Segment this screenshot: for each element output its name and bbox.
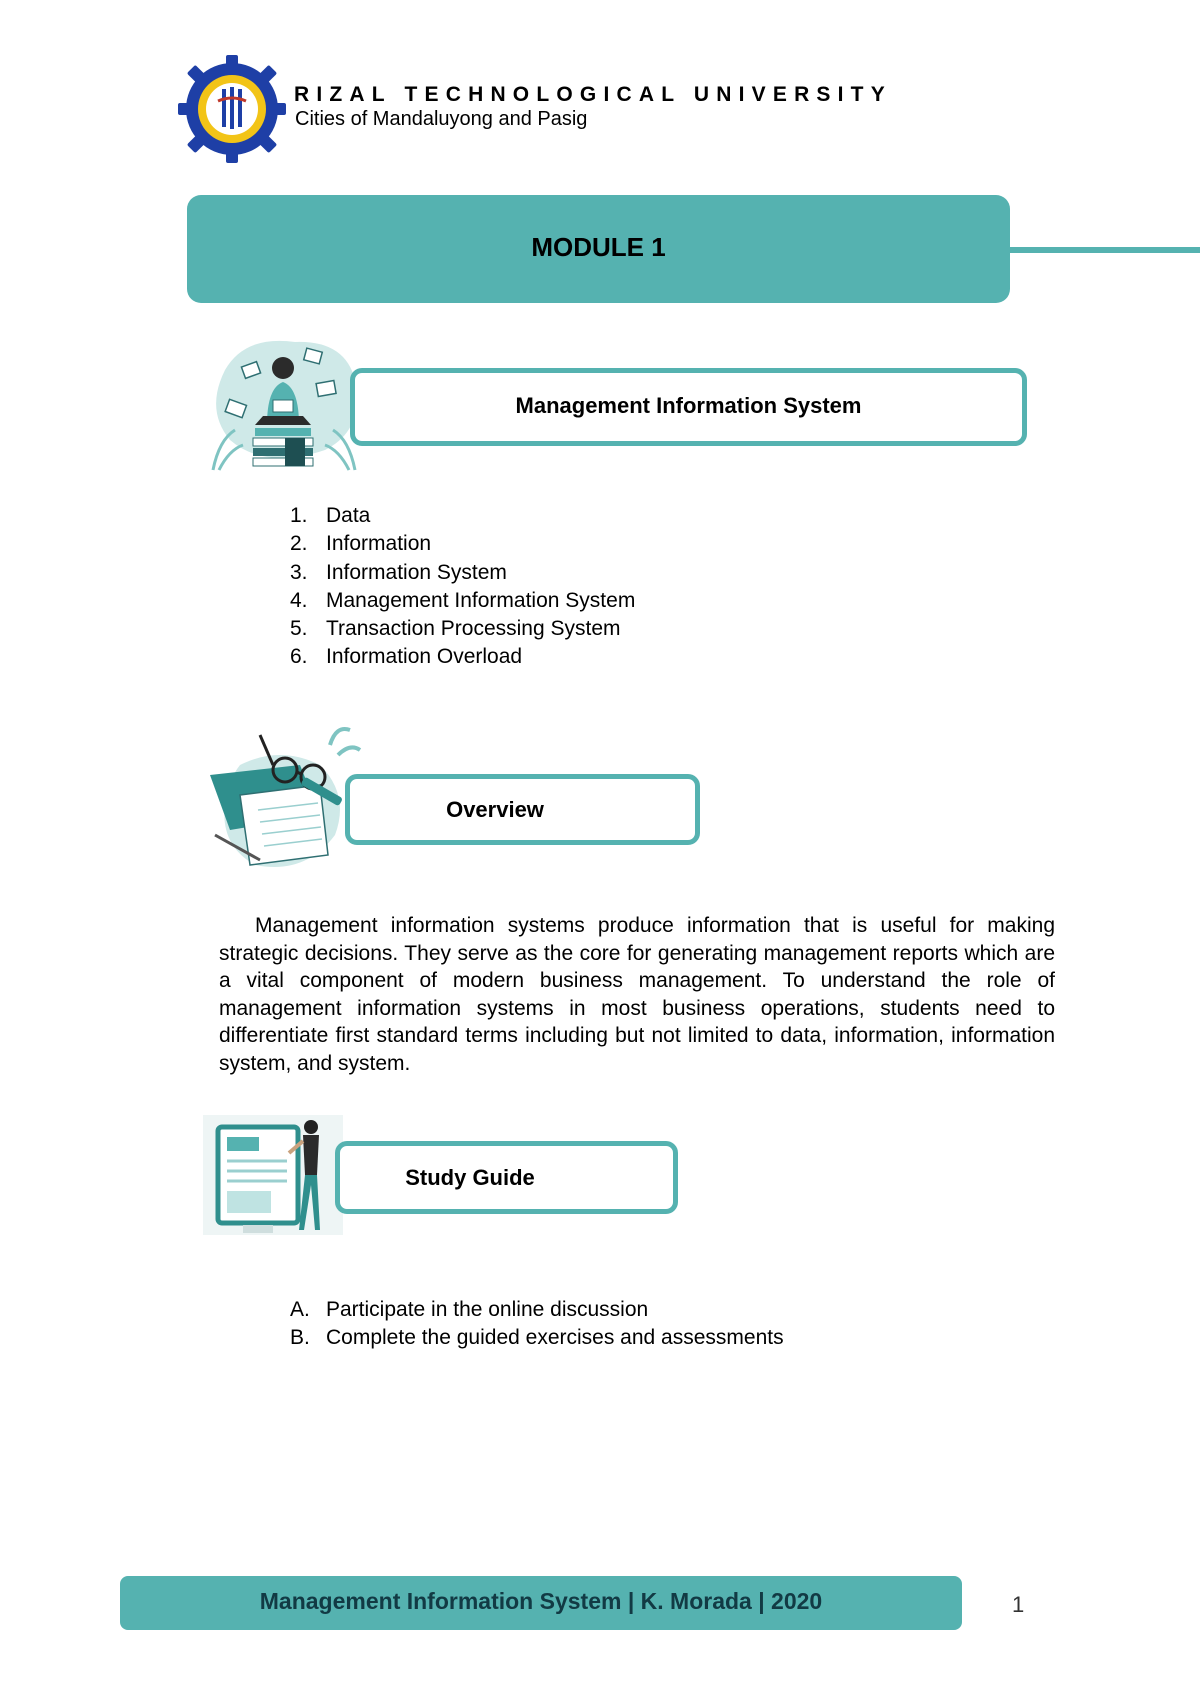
- presentation-screen-illustration: [203, 1105, 353, 1245]
- list-item-number: 4.: [290, 588, 308, 612]
- list-item: [290, 559, 635, 587]
- topics-list: [290, 502, 635, 672]
- page-number: 1: [1012, 1592, 1025, 1617]
- list-item-text: Information: [326, 532, 432, 556]
- university-location: Cities of Mandaluyong and Pasig: [295, 108, 588, 130]
- list-item-text: Transaction Processing System: [326, 617, 621, 641]
- list-item-number: 5.: [290, 617, 308, 641]
- list-item-text: Participate in the online discussion: [326, 1298, 649, 1321]
- list-item: [290, 643, 635, 671]
- list-item-number: 3.: [290, 560, 308, 584]
- list-item: [290, 530, 635, 558]
- list-item-text: Information Overload: [326, 645, 523, 669]
- module-title: MODULE 1: [531, 232, 666, 262]
- list-item-text: Information System: [326, 560, 507, 584]
- overview-section-title: Overview: [446, 797, 544, 822]
- list-item: [290, 615, 635, 643]
- reading-student-illustration: [205, 330, 365, 475]
- list-item-letter: A.: [290, 1298, 310, 1321]
- footer-text: Management Information System | K. Morada | 2020: [259, 1588, 823, 1614]
- banner-divider-line: [1005, 247, 1200, 253]
- list-item-text: Complete the guided exercises and assessments: [326, 1326, 784, 1350]
- list-item: [290, 1324, 784, 1352]
- list-item-text: Data: [326, 504, 371, 527]
- university-name: RIZAL TECHNOLOGICAL UNIVERSITY: [294, 83, 892, 106]
- university-seal-icon: [178, 55, 286, 163]
- list-item: [290, 587, 635, 615]
- list-item-text: Management Information System: [326, 588, 636, 612]
- list-item-number: 6.: [290, 645, 308, 669]
- list-item-number: 2.: [290, 532, 308, 556]
- study-guide-list: [290, 1296, 784, 1353]
- list-item: [290, 502, 635, 530]
- list-item-number: 1.: [290, 504, 308, 527]
- overview-paragraph: Management information systems produce information that is useful for making strategic decisions. They serve as the core for generating management reports which are a vital component of modern business management. To understand the role of management information systems in most business operations, students need to differentiate first standard terms including but not limited to data, information, information system, and system.: [219, 914, 1055, 1075]
- study-guide-section-title: Study Guide: [405, 1165, 535, 1190]
- list-item-letter: B.: [290, 1326, 310, 1350]
- list-item: [290, 1296, 784, 1324]
- topic-section-title: Management Information System: [515, 393, 862, 418]
- notebook-glasses-illustration: [210, 725, 365, 875]
